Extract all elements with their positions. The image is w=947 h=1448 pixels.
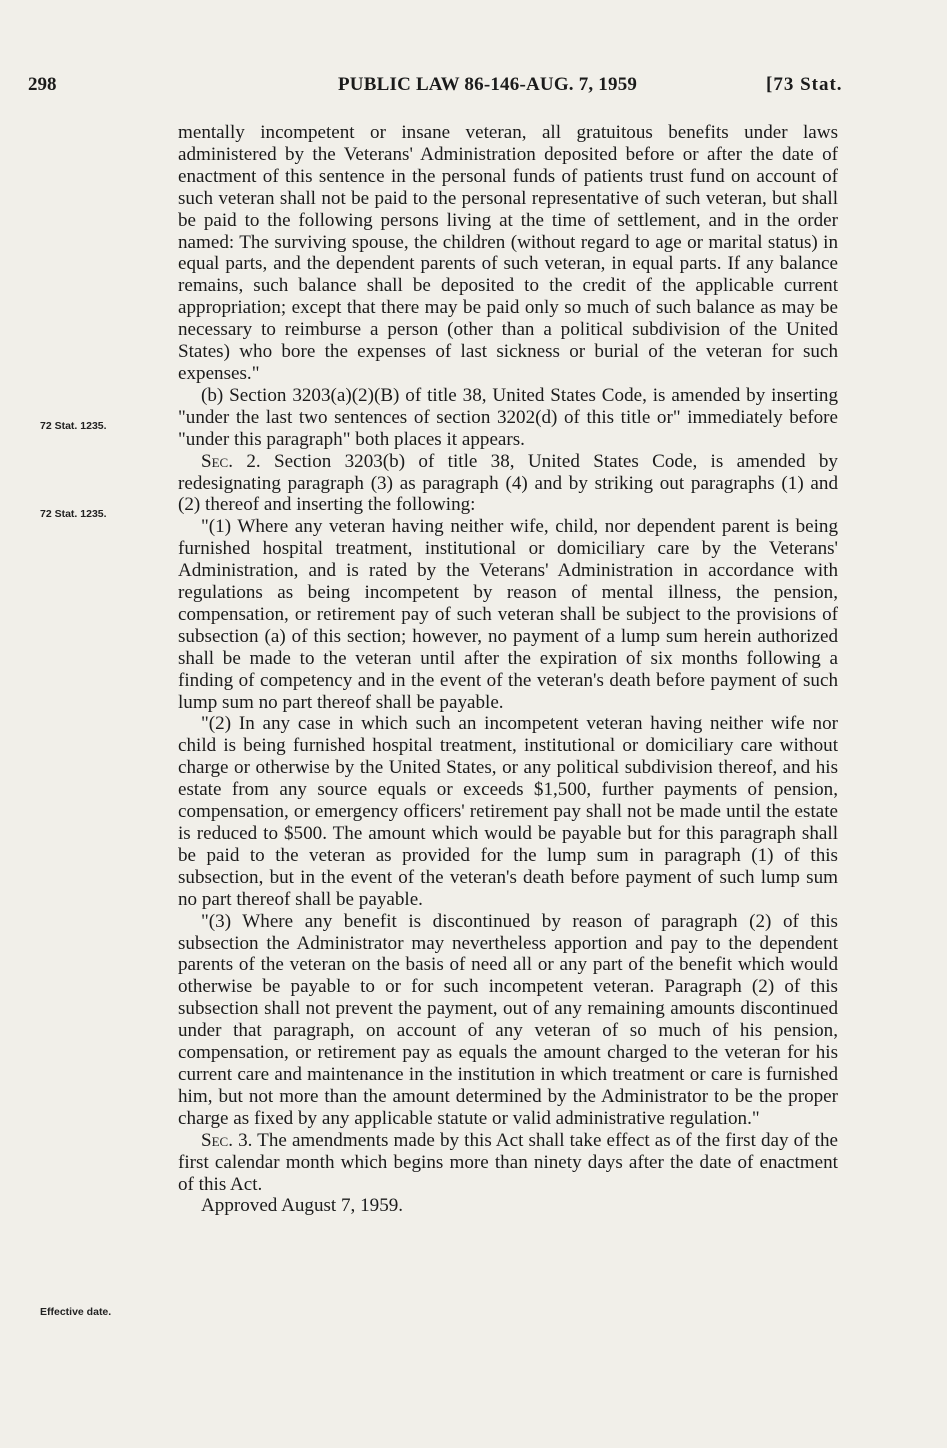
paragraph-3: "(3) Where any benefit is discontinued by reason of paragraph (2) of this subsection the Administrator may nevertheless apportion and pay to the dependent parents of the veteran on the basis of need all or any part of the benefit which would otherwise be payable to or for such incompetent veteran. Paragraph (2) of this subsection shall not prevent the payment, out of any remaining amounts discontinued under that paragraph, on account of any veteran of so much of his pension, compensation, or retirement pay as equals the amount charged to the veteran for his current care and maintenance in the institution in which treatment or care is furnished him, but not more than the amount determined by the Administrator to be the proper charge as fixed by any applicable statute or valid administrative regulation." — [178, 910, 838, 1129]
page-title: PUBLIC LAW 86-146-AUG. 7, 1959 — [338, 74, 638, 95]
margin-note-stat-2: 72 Stat. 1235. — [40, 508, 107, 520]
paragraph-sec-3 — [178, 1130, 838, 1196]
paragraph-1: "(1) Where any veteran having neither wife, child, nor dependent parent is being furnished hospital treatment, institutional or domiciliary care by the Veterans' Administration, and is rated by the Veterans' Administration in accordance with regulations as being incompetent by reason of mental illness, the pension, compensation, or retirement pay of such veteran shall be subject to the provisions of subsection (a) of this section; however, no payment of a lump sum herein authorized shall be made to the veteran until after the expiration of six months following a finding of competency and in the event of the veteran's death before payment of such lump sum no part thereof shall be payable. — [178, 516, 838, 713]
volume-reference: [73 Stat. — [766, 74, 843, 95]
margin-note-stat-1: 72 Stat. 1235. — [40, 420, 107, 432]
approval-line: Approved August 7, 1959. — [201, 1195, 404, 1217]
section-2-label: Sec. 2. — [201, 450, 261, 472]
margin-note-effective-date: Effective date. — [40, 1306, 112, 1318]
document-body — [178, 122, 838, 1217]
paragraph-subsection-b: (b) Section 3203(a)(2)(B) of title 38, United States Code, is amended by inserting "under the last two sentences of section 3202(d) of this title or" immediately before "under this paragraph" both places it appears. — [178, 384, 838, 450]
page-header — [28, 74, 848, 104]
paragraph-continuation: mentally incompetent or insane veteran, all gratuitous benefits under laws administered by the Veterans' Administration deposited before or after the date of enactment of this sentence in the personal funds of patients trust fund on account of such veteran shall not be paid to the personal representative of such veteran, but shall be paid to the following persons living at the time of settlement, and in the order named: The surviving spouse, the children (without regard to age or marital status) in equal parts, and the dependent parents of such veteran, in equal parts. If any balance remains, such balance shall be deposited to the credit of the applicable current appropriation; except that there may be paid only so much of such balance as may be necessary to reimburse a person (other than a political subdivision of the United States) who bore the expenses of last sickness or burial of the veteran for such expenses." — [178, 122, 838, 384]
section-3-text: The amendments made by this Act shall take effect as of the first day of the first calendar month which begins more than ninety days after the date of enactment of this Act. — [178, 1129, 838, 1195]
paragraph-2: "(2) In any case in which such an incompetent veteran having neither wife nor child is being furnished hospital treatment, institutional or domiciliary care without charge or otherwise by the United States, or any political subdivision thereof, and his estate from any source equals or exceeds $1,500, further payments of pension, compensation, or emergency officers' retirement pay shall not be made until the estate is reduced to $500. The amount which would be payable but for this paragraph shall be paid to the veteran as provided for the lump sum in paragraph (1) of this subsection, but in the event of the veteran's death before payment of such lump sum no part thereof shall be payable. — [178, 713, 838, 910]
page-number: 298 — [28, 74, 57, 95]
section-2-text: Section 3203(b) of title 38, United States Code, is amended by redesignating paragraph (3) as paragraph (4) and by striking out paragraphs (1) and (2) thereof and inserting the following: — [178, 450, 838, 516]
paragraph-sec-2 — [178, 451, 838, 517]
section-3-label: Sec. 3. — [201, 1129, 253, 1151]
